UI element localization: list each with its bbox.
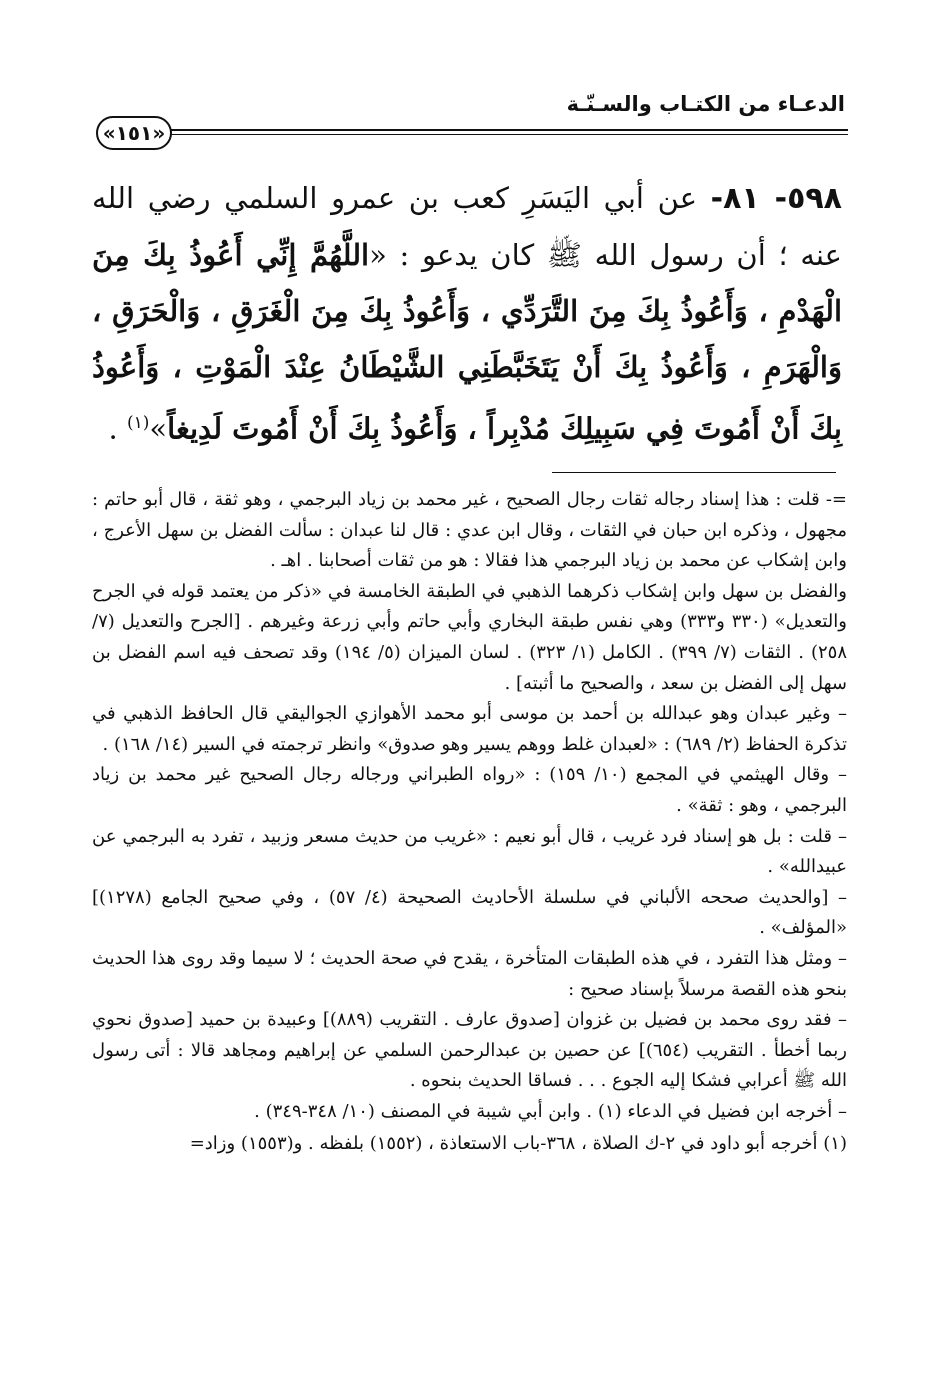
footnote-paragraph: – ومثل هذا التفرد ، في هذه الطبقات المتأخرة ، يقدح في صحة الحديث ؛ لا سيما وقد روى هذا الحديث بنحو هذه القصة مرسلاً بإسناد صحيح :	[92, 947, 847, 1000]
footnote-paragraph: – وقال الهيثمي في المجمع (١٠/ ١٥٩) : «رواه الطبراني ورجاله رجال الصحيح غير محمد بن زياد البرجمي ، وهو : ثقة» .	[92, 764, 847, 816]
footnote-1: (١) أخرجه أبو داود في ٢-ك الصلاة ، ٣٦٨-باب الاستعاذة ، (١٥٥٢) بلفظه . و(١٥٥٣) وزاد=	[189, 1133, 847, 1155]
footnote-paragraph: – فقد روى محمد بن فضيل بن غزوان [صدوق عارف . التقريب (٨٨٩)] وعبيدة بن حميد [صدوق نحوي ربما أخطأ . التقريب (٦٥٤)] عن حصين بن عبدالرحمن السلمي عن إبراهيم ومجاهد قالا : أتى رسول الله ﷺ أعرابي فشكا إليه الجوع . . . فساقا الحديث بنحوه .	[92, 1009, 847, 1092]
quote-close: »	[149, 411, 168, 446]
footnote-reference: (١)	[126, 413, 150, 433]
duaa-text: اللَّهُمَّ إِنِّي أَعُوذُ بِكَ مِنَ الْهَدْمِ ، وَأَعُوذُ بِكَ مِنَ التَّرَدِّي ، وَأَعُوذُ بِكَ مِنَ الْغَرَقِ ، وَالْحَرَقِ ، وَالْهَرَمِ ، وَأَعُوذُ بِكَ أَنْ يَتَخَبَّطَنِي الشَّيْطَانُ عِنْدَ الْمَوْتِ ، وَأَعُوذُ بِكَ أَنْ أَمُوتَ فِي سَبِيلِكَ مُدْبِراً ، وَأَعُوذُ بِكَ أَنْ أَمُوتَ لَدِيغاً	[92, 238, 842, 446]
footnote-paragraph: – [والحديث صححه الألباني في سلسلة الأحاديث الصحيحة (٤/ ٥٧) ، وفي صحيح الجامع (١٢٧٨)] «المؤلف» .	[92, 886, 847, 939]
hadith-number: ٥٩٨- ٨١-	[710, 181, 842, 216]
footnote-paragraph: – قلت : بل هو إسناد فرد غريب ، قال أبو نعيم : «غريب من حديث مسعر وزبيد ، تفرد به البرجمي عن عبيدالله» .	[92, 825, 847, 878]
header-rule	[168, 129, 848, 131]
footnote-paragraph: – أخرجه ابن فضيل في الدعاء (١) . وابن أبي شيبة في المصنف (١٠/ ٣٤٨-٣٤٩) .	[254, 1100, 847, 1122]
hadith-text	[92, 170, 842, 457]
running-header-title: الدعـاء من الكتـاب والسـنّـة	[566, 92, 845, 116]
page-number: «١٥١»	[96, 116, 172, 150]
footnotes	[92, 485, 847, 1160]
footnote-separator	[552, 472, 836, 473]
footnote-paragraph: والفضل بن سهل وابن إشكاب ذكرهما الذهبي في الطبقة الخامسة في «ذكر من يعتمد قوله في الجرح والتعديل» (٣٣٠ و٣٣٣) وهي نفس طبقة البخاري وأبي حاتم وأبي زرعة وغيرهم . [الجرح والتعديل (٧/ ٢٥٨) . الثقات (٧/ ٣٩٩) . الكامل (١/ ٣٢٣) . لسان الميزان (٥/ ١٩٤) وقد تصحف فيه اسم الفضل بن سهل إلى الفضل بن سعد ، والصحيح ما أثبته] .	[92, 580, 847, 694]
hadith-end: .	[108, 411, 127, 446]
hadith-intro: عن أبي اليَسَرِ كعب بن عمرو السلمي رضي الله عنه ؛ أن رسول الله ﷺ كان يدعو : «	[92, 181, 842, 272]
footnote-paragraph: =- قلت : هذا إسناد رجاله ثقات رجال الصحيح ، غير محمد بن زياد البرجمي ، وهو ثقة ، قال أبو حاتم : مجهول ، وذكره ابن حبان في الثقات ، وقال ابن عدي : قال لنا عبدان : سألت الفضل بن سهل الأعرج ، وابن إشكاب عن محمد بن زياد البرجمي هذا فقالا : هو من ثقات أصحابنا . اهـ .	[92, 489, 847, 572]
footnote-paragraph: – وغير عبدان وهو عبدالله بن أحمد بن موسى أبو محمد الأهوازي الجواليقي قال الحافظ الذهبي في تذكرة الحفاظ (٢/ ٦٨٩) : «لعبدان غلط ووهم يسير وهو صدوق» وانظر ترجمته في السير (١٤/ ١٦٨) .	[92, 703, 847, 755]
header-rule-thin	[168, 134, 848, 135]
